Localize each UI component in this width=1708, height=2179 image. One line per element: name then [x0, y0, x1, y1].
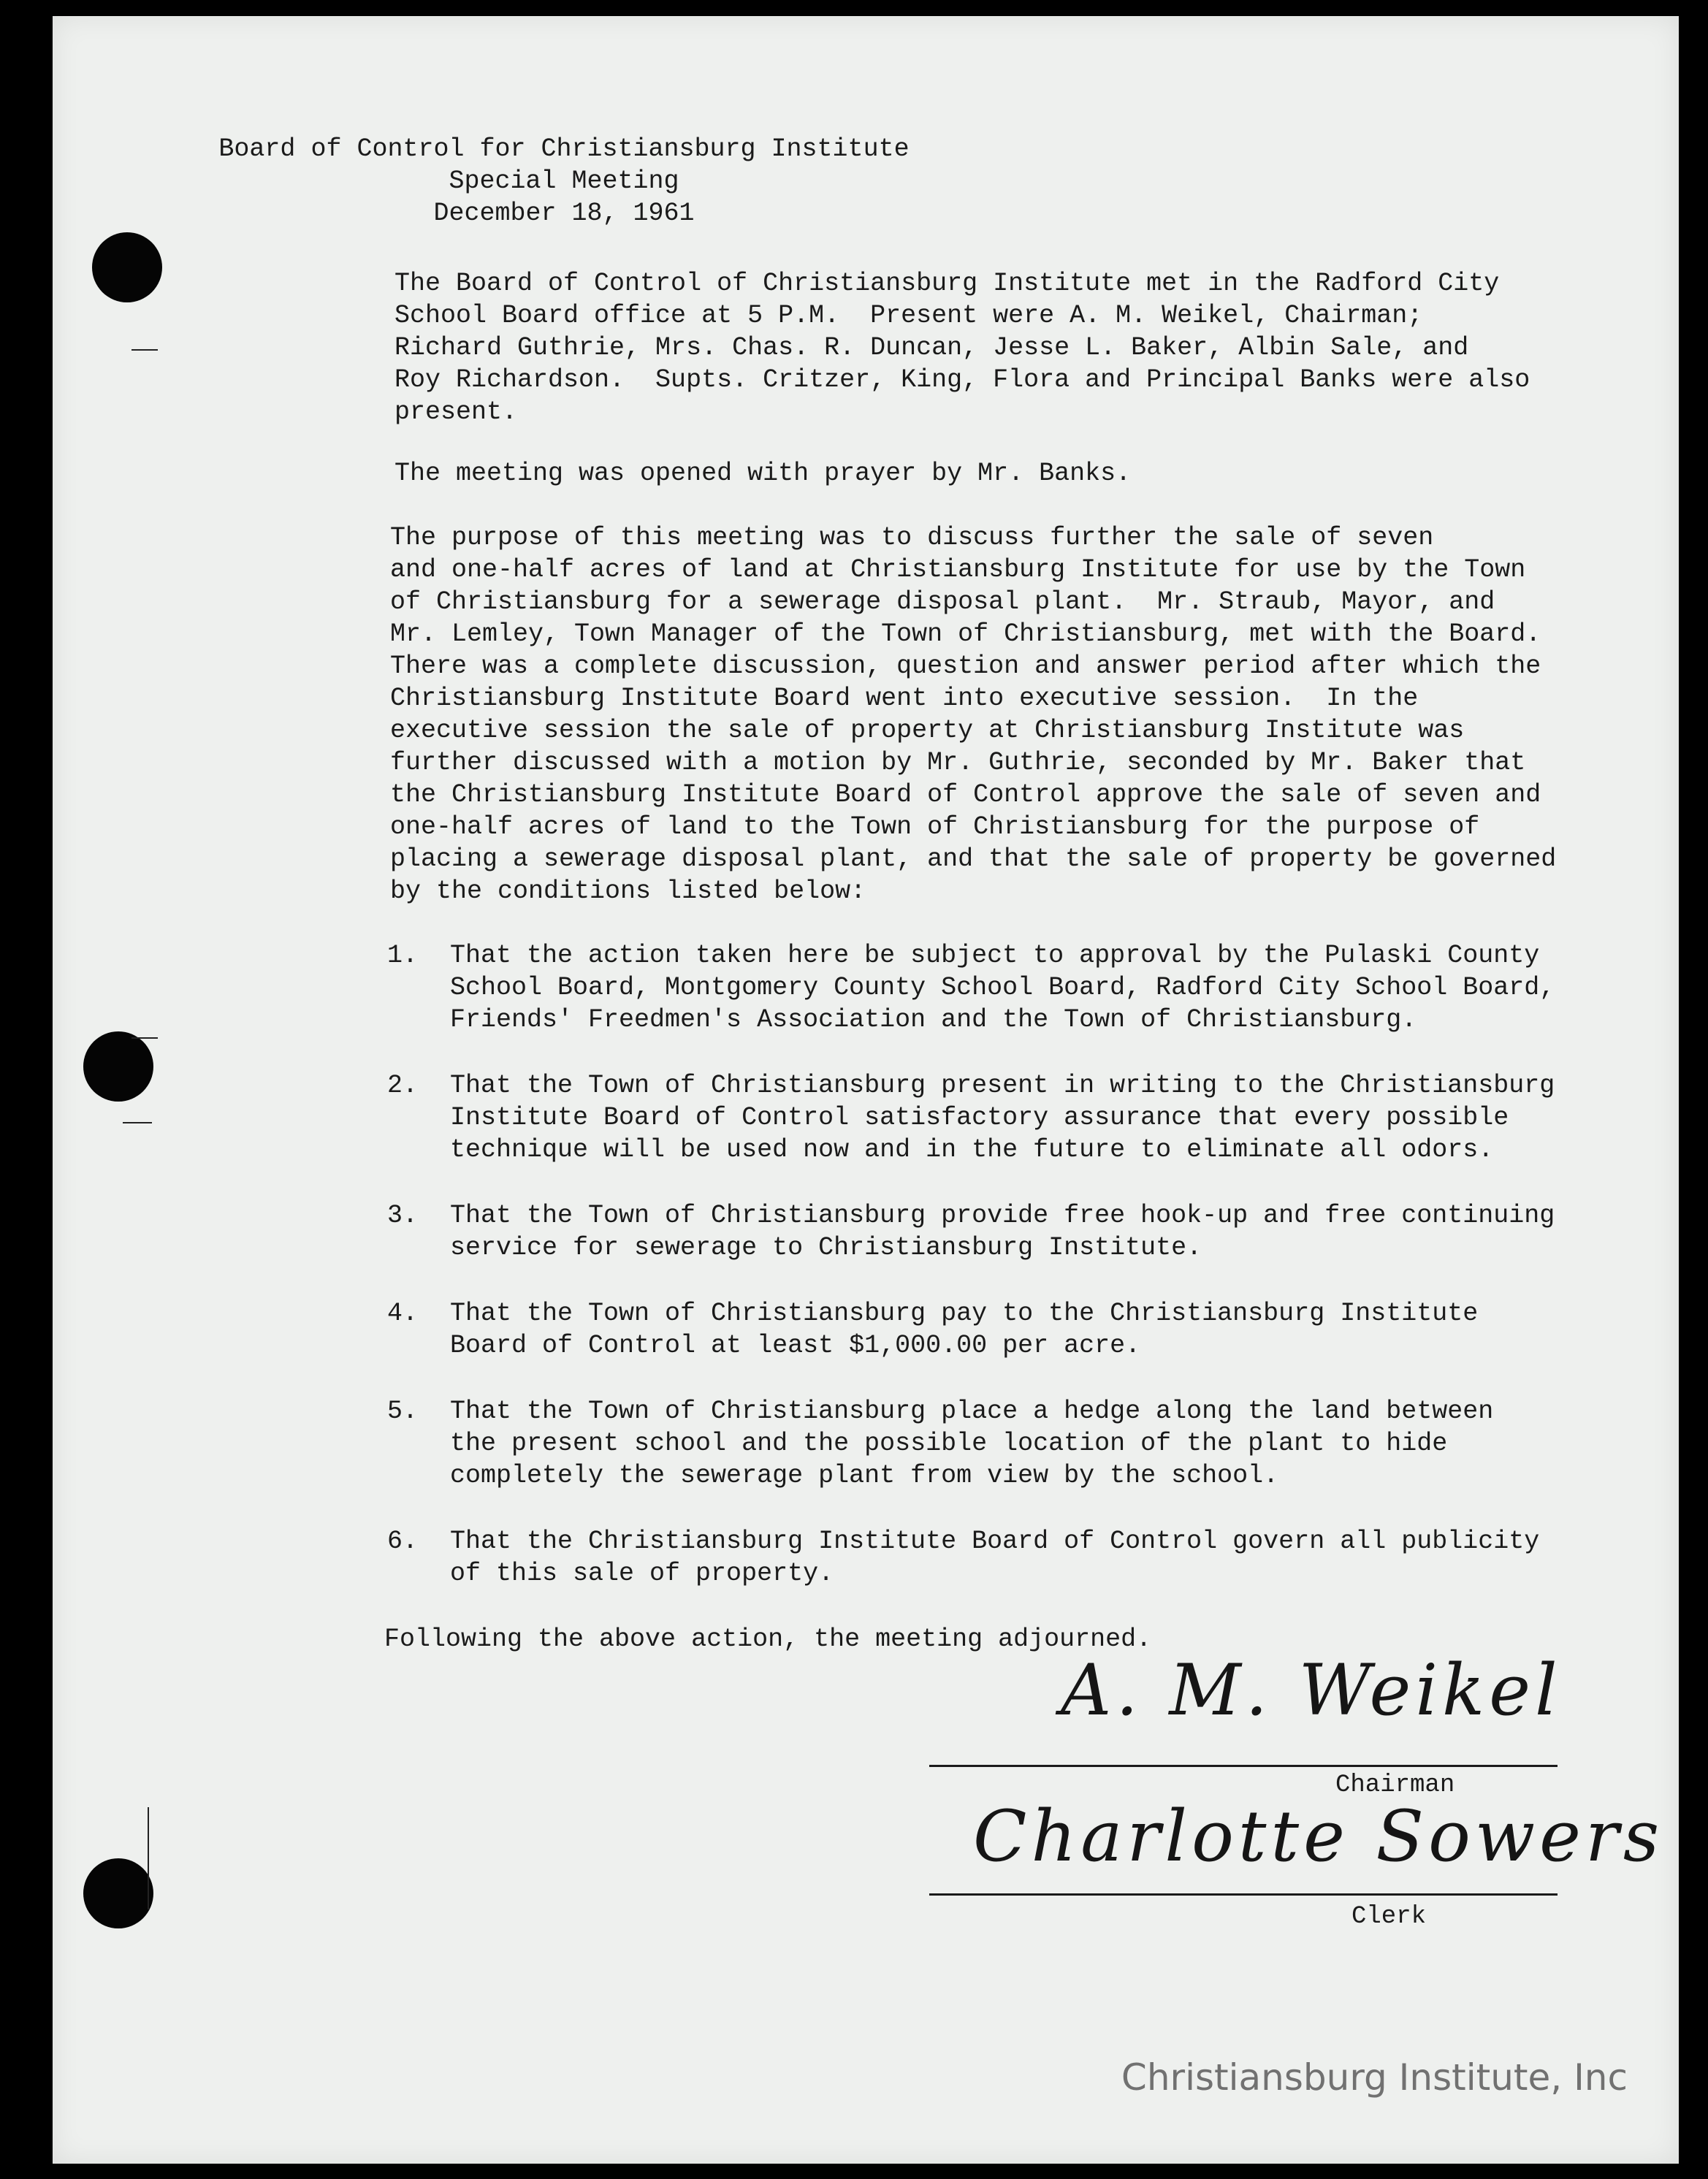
chairman-signature-line	[929, 1765, 1558, 1767]
condition-text: That the Town of Christiansburg place a hedge along the land between the present school and the possible location of the plant to hide completely the sewerage plant from view by the school.	[450, 1397, 1494, 1490]
condition-text: That the Town of Christiansburg provide free hook-up and free continuing service for sewerage to Christiansburg Institute.	[450, 1201, 1555, 1262]
clerk-signature: Charlotte Sowers	[973, 1796, 1664, 1877]
chairman-signature: A. M. Weikel	[1061, 1649, 1562, 1731]
document-date: December 18, 1961	[433, 199, 695, 228]
condition-text: That the Town of Christiansburg present in writing to the Christiansburg Institute Board of Control satisfactory assurance that every possible technique will be used now and in the future to eliminate all odors.	[450, 1071, 1555, 1164]
clerk-label: Clerk	[1351, 1903, 1427, 1931]
archive-watermark: Christiansburg Institute, Inc	[1121, 2056, 1628, 2099]
condition-number: 1.	[387, 941, 419, 970]
document-title: Board of Control for Christiansburg Institute	[218, 134, 910, 164]
condition-number: 6.	[387, 1527, 419, 1556]
clerk-signature-line	[929, 1893, 1558, 1896]
attendance-paragraph: The Board of Control of Christiansburg Institute met in the Radford City School Board office at 5 P.M. Present were A. M. Weikel, Chairman; Richard Guthrie, Mrs. Chas. R. Duncan, Jesse L. Baker, Albin Sale, and Roy Richardson. Supts. Critzer, King, Flora and Principal Banks were also present.	[394, 269, 1530, 427]
condition-text: That the Christiansburg Institute Board of Control govern all publicity of this sale of property.	[450, 1527, 1540, 1588]
condition-text: That the Town of Christiansburg pay to the Christiansburg Institute Board of Control at least $1,000.00 per acre.	[450, 1299, 1479, 1360]
purpose-paragraph: The purpose of this meeting was to discuss further the sale of seven and one-half acres of land at Christiansburg Institute for use by the Town of Christiansburg for a sewerage disposal plant. Mr. Straub, Mayor, and Mr. Lemley, Town Manager of the Town of Christiansburg, met with the Board. There was a complete discussion, question and answer period after which the Christiansburg Institute Board went into executive session. In the executive session the sale of property at Christiansburg Institute was further discussed with a motion by Mr. Guthrie, seconded by Mr. Baker that the Christiansburg Institute Board of Control approve the sale of seven and one-half acres of land to the Town of Christiansburg for the purpose of placing a sewerage disposal plant, and that the sale of property be governed by the conditions listed below:	[390, 523, 1557, 906]
condition-number: 3.	[387, 1201, 419, 1230]
document-header	[53, 133, 1075, 229]
closing-paragraph: Following the above action, the meeting adjourned.	[384, 1625, 1152, 1654]
document-subtitle: Special Meeting	[449, 167, 679, 196]
condition-number: 4.	[387, 1299, 419, 1328]
meeting-minutes	[53, 16, 1679, 2164]
document-page	[53, 16, 1679, 2164]
chairman-label: Chairman	[1335, 1771, 1455, 1799]
condition-text: That the action taken here be subject to approval by the Pulaski County School Board, Montgomery County School Board, Radford City School Board, Friends' Freedmen's Association and the Town of Christiansburg.	[450, 941, 1555, 1034]
condition-number: 5.	[387, 1397, 419, 1426]
condition-number: 2.	[387, 1071, 419, 1100]
prayer-paragraph: The meeting was opened with prayer by Mr. Banks.	[394, 459, 1132, 488]
